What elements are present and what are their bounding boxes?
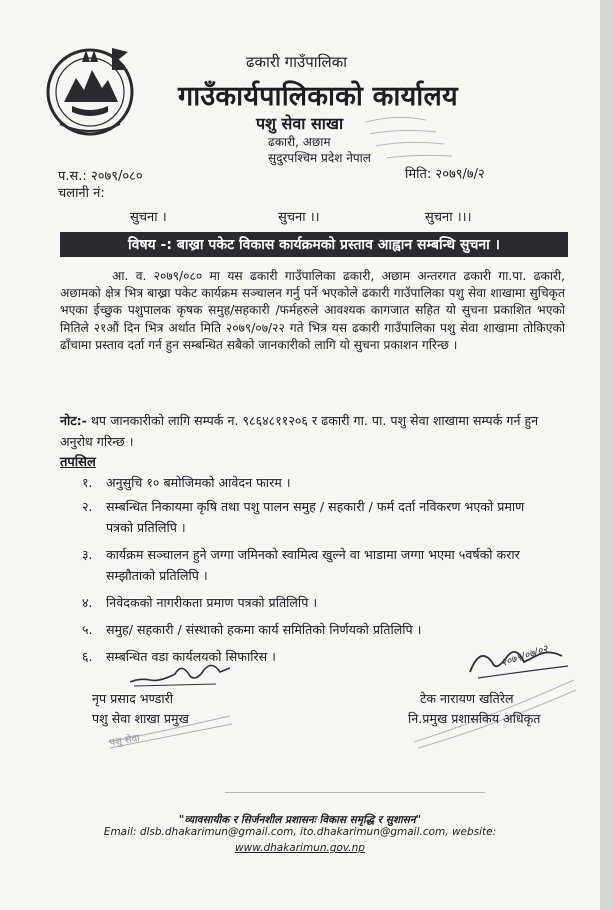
signatory-left-name: नृप प्रसाद भण्डारी bbox=[92, 691, 174, 706]
svg-text:पशु सेवा: पशु सेवा bbox=[108, 732, 141, 749]
office-title: गाउँकार्यपालिकाको कार्यालय bbox=[178, 81, 458, 112]
signature-left bbox=[120, 652, 240, 692]
note-label: नोट:- bbox=[60, 413, 87, 428]
page-edge bbox=[600, 0, 613, 910]
address-line-1: ढकारी, अछाम bbox=[268, 135, 331, 149]
signatory-left-title: पशु सेवा शाखा प्रमुख bbox=[92, 711, 189, 726]
list-item: १. अनुसुचि १० बमोजिमको आवेदन फारम । bbox=[82, 475, 291, 490]
dispatch-number: चलानी नं: bbox=[58, 186, 105, 201]
list-item: २. सम्बन्धित निकायमा कृषि तथा पशु पालन समुह / सहकारी / फर्म दर्ता नविकरण भएको प्रमाण पत्रको प्रतिलिपि । bbox=[82, 499, 525, 535]
signatory-right-title: नि.प्रमुख प्रशासकिय अधिकृत bbox=[408, 711, 541, 726]
subject-text: विषय -: बाख्रा पकेट विकास कार्यक्रमको प्रस्ताव आह्वान सम्बन्धि सुचना । bbox=[128, 237, 500, 253]
address-line-2: सुदुरपश्चिम प्रदेश नेपाल bbox=[268, 151, 371, 165]
footer-divider bbox=[225, 792, 485, 793]
notice-heading-2: सुचना ।। bbox=[278, 210, 320, 225]
signatory-right-name: टेक नारायण खतिरेल bbox=[420, 691, 514, 706]
details-heading: तपसिल bbox=[60, 455, 96, 470]
footer-slogan: "व्यावसायीक र सिर्जनशील प्रशासनः विकास समृद्धि र सुशासन" bbox=[178, 814, 422, 826]
note-text: थप जानकारीको लागि सम्पर्क न. ९८६४८११२०६ र ढकारी गा. पा. पशु सेवा शाखामा सम्पर्क गर्न हुन अनुरोध गरिन्छ । bbox=[60, 413, 539, 449]
reference-number: प.स.: २०७९/०८० bbox=[58, 169, 143, 184]
list-item: ५. समुह/ सहकारी / संस्थाको हकमा कार्य समितिको निर्णयको प्रतिलिपि । bbox=[82, 622, 422, 637]
subject-bar bbox=[60, 232, 568, 257]
footer-email: Email: dlsb.dhakarimun@gmail.com, ito.dhakarimun@gmail.com, website: bbox=[103, 826, 497, 838]
municipality-name: ढकारी गाउँपालिका bbox=[246, 53, 348, 71]
list-item: ४. निवेदकको नागरीकता प्रमाण पत्रको प्रतिलिपि । bbox=[82, 595, 318, 610]
issue-date: मिति: २०७९/७/२ bbox=[405, 167, 485, 182]
note-paragraph bbox=[60, 410, 565, 452]
list-item: ६. सम्बन्धित वडा कार्यलयको सिफारिस । bbox=[82, 649, 276, 664]
office-stamp-top bbox=[356, 110, 466, 170]
branch-name: पशु सेवा साखा bbox=[256, 114, 344, 133]
notice-heading-3: सुचना ।।। bbox=[425, 210, 472, 225]
list-item: ३. कार्यक्रम सञ्चालन हुने जग्गा जमिनको स्वामित्व खुल्ने वा भाडामा जग्गा भएमा ५वर्षको करार सम्झौताको प्रतिलिपि । bbox=[82, 547, 520, 583]
nepal-emblem-logo bbox=[42, 40, 138, 140]
notice-heading-1: सुचना । bbox=[130, 210, 167, 225]
signature-date: २०७९/०७/०२ bbox=[499, 643, 550, 670]
footer-website-link[interactable]: www.dhakarimun.gov.np bbox=[235, 842, 365, 854]
notice-body: आ. व. २०७९/०८० मा यस ढकारी गाउँपालिका ढकारी, अछाम अन्तरगत ढकारी गा.पा. ढकारी, अछामको क्षेत्र भित्र बाख्रा पकेट कार्यक्रम सञ्चालन गर्नु पर्ने भएकोले ढकारी गाउँपालिका पशु सेवा शाखामा सुचिकृत भएका ईच्छुक पशुपालक कृषक समुह/सहकारी /फर्महरुले आवश्यक कागजात सहित यो सुचना प्रकाशित भएको मितिले २१औं दिन भित्र अर्थात मिति २०७९/०७/२२ गते भित्र यस ढकारी गाउँपालिका पशु सेवा शाखामा तोकिएको ढाँचामा प्रस्ताव दर्ता गर्न हुन सम्बन्धित सबैको जानकारीको लागि यो सुचना प्रकाशन गरिन्छ । bbox=[60, 269, 565, 352]
